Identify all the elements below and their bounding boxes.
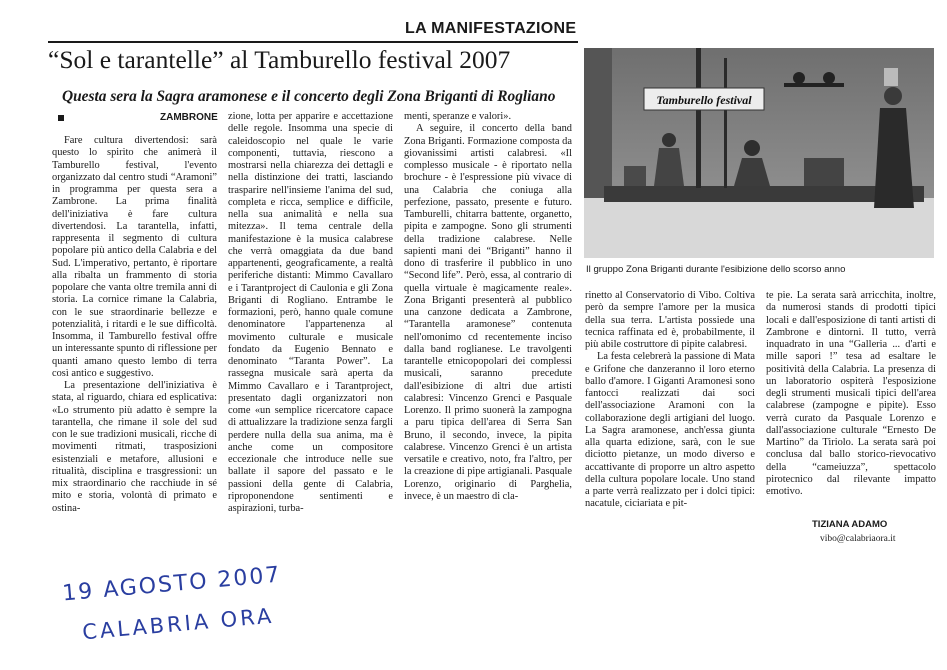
author-byline: TIZIANA ADAMO [812, 519, 888, 530]
photo-caption: Il gruppo Zona Briganti durante l'esibizione dello scorso anno [586, 264, 846, 275]
handwritten-date: 19 AGOSTO 2007 [61, 562, 283, 607]
author-email: vibo@calabriaora.it [820, 534, 896, 544]
dateline-bullet [58, 115, 64, 121]
paragraph: Fare cultura divertendosi: sarà questo lo spirito che animerà il Tamburello festival, l'evento organizzato dal centro studi “Aramoni” in programma per questa sera a Zambrone. La prima finalità dell'iniziativa è fare cultura divertendosi. La tarantella, infatti, rappresenta il segmento di cultura popolare più antico della Calabria e del Sud. L'imperativo, pertanto, è riportare alla ribalta un frammento di storia popolare che vanta oltre tremila anni di storia. La cornice rimane la Calabria, con le sue straordinarie bellezze e potenzialità, i ritardi e le sue difficoltà. Insomma, il Tamburello festival offre un interessante spunto di riflessione per quanti amano questo lembo di terra così antico e suggestivo. [52, 135, 217, 379]
paragraph: La festa celebrerà la passione di Mata e Grifone che danzeranno il loro eterno ballo d'amore. I Giganti Aramonesi sono fantocci realizzati dai soci dell'associazione Aramoni con la collaborazione degli artigiani del luogo. La Sagra aramonese, anch'essa giunta alla quarta edizione, sarà, con le sue diciotto pietanze, un modo diverso e accattivante di proporre un altro aspetto della cultura popolare locale. Uno stand a parte verrà realizzato per i dolci tipici: nacatule, ciciariata e pit- [585, 351, 755, 510]
article-column-1 [52, 135, 217, 515]
dateline: ZAMBRONE [160, 112, 218, 123]
paragraph: zione, lotta per apparire e accettazione delle regole. Insomma una specie di caleidoscopio nel quale le varie componenti, tuttavia, riescono a mostrarsi nella chiarezza dei dettagli e nella distinzione dei tratti, lasciando trasparire nell'insieme l'anima del sud, completa e ricca, semplice e difficile, nella sua animalità e nella sua mitezza». Il tema centrale della manifestazione è la musica calabrese che verrà omaggiata da due band appartenenti, geograficamente, a realtà periferiche distanti: Mimmo Cavallaro e i Tarantproject di Caulonia e gli Zona Briganti di Rogliano. Entrambe le formazioni, però, hanno quale comune denominatore l'appartenenza al movimento culturale e musicale fondato da Eugenio Bennato e denominato “Taranta Power”. La rassegna musicale sarà aperta da Mimmo Cavallaro e i Tarantproject, presentato dagli organizzatori non come «un semplice ricercatore capace di attualizzare la tradizione senza fargli perdere nulla della sua anima, ma è anche come un compositore eccezionale che introduce nelle sue ballate il sapore del passato e le passioni della gente di Calabria, riproponendone sentimenti e aspirazioni, turba- [228, 111, 393, 514]
article-column-3 [404, 111, 572, 503]
article-headline: “Sol e tarantelle” al Tamburello festival 2007 [48, 45, 511, 74]
concert-photo [584, 48, 934, 258]
handwritten-source: CALABRIA ORA [81, 603, 276, 645]
article-column-4 [585, 290, 755, 511]
article-column-2 [228, 111, 393, 515]
paragraph: A seguire, il concerto della band Zona Briganti. Formazione composta da giovanissimi artisti calabresi. «Il complesso musicale - è riportato nella brochure - è l'espressione più vivace di una Calabria che coniuga alla perfezione, passato, presente e futuro. Tamburelli, chitarra battente, organetto, pipita e zampogne. Sono gli strumenti della tradizione calabrese. Nelle sapienti mani dei “Briganti” hanno il dono di trasferire il pubblico in uno “Second life”. Però, essa, al contrario di quella virtuale è magicamente reale». Zona Briganti presenterà al pubblico una canzone dedicata a Zambrone, “Tarantella aramonese” contenuta nell'omonimo cd recentemente inciso dalla band roglianese. Le travolgenti tarantelle etnicopopolari dei complessi musicali, saranno precedute dall'esibizione di altri due artisti calabresi: Vincenzo Grenci e Pasquale Lorenzo. Il primo suonerà la zampogna a paru tipica dell'area di Serra San Bruno, il secondo, invece, la pipita calabrese. Vincenzo Grenci è un artista versatile e creativo, noto, fra l'altro, per la creazione di pipe artigianali. Pasquale Lorenzo, originario di Parghelia, invece, è un maestro di cla- [404, 123, 572, 502]
section-label: LA MANIFESTAZIONE [405, 20, 577, 37]
article-column-5 [766, 290, 936, 498]
paragraph: La presentazione dell'iniziativa è stata, al riguardo, chiara ed esplicativa: «Lo strumento più adatto è sempre la tarantella, che rimane il sole del sud con le sue tradizioni musicali, ricche di movimenti ritmati, trasposizioni esistenziali e metafore, allusioni e ritualità, disciplina e trasgressioni: un mix straordinario che racchiude in sé mito e storia, volontà di primato e ostina- [52, 380, 217, 514]
article-subheadline: Questa sera la Sagra aramonese e il concerto degli Zona Briganti di Rogliano [62, 88, 556, 105]
banner-text: Tamburello festival [656, 93, 752, 107]
paragraph: menti, speranze e valori». [404, 111, 512, 122]
concert-photo-image [584, 48, 934, 258]
paragraph: te pie. La serata sarà arricchita, inoltre, da numerosi stands di prodotti tipici locali e dall'esposizione di tanti artisti di Zambrone e dintorni. Il tutto, verrà inquadrato in una “Galleria ... d'arti e mille sapori !” tesa ad esaltare le positività della Calabria. La presenza di un laboratorio ospiterà l'esposizione degli strumenti musicali tipici dell'area calabrese (zampogne e pipite). Esso verrà curato da Pasquale Lorenzo e dall'associazione culturale “Ernesto De Martino” da Tiriolo. La serata sarà poi conclusa dal ballo storico-rievocativo della “cameiuzza”, spettacolo pirotecnico dal rilevante impatto emotivo. [766, 290, 936, 497]
paragraph: rinetto al Conservatorio di Vibo. Coltiva però da sempre l'amore per la musica della sua terra. L'artista possiede una tecnica raffinata ed è, probabilmente, il più abile costruttore di pipite calabresi. [585, 290, 755, 350]
section-rule [48, 41, 578, 43]
